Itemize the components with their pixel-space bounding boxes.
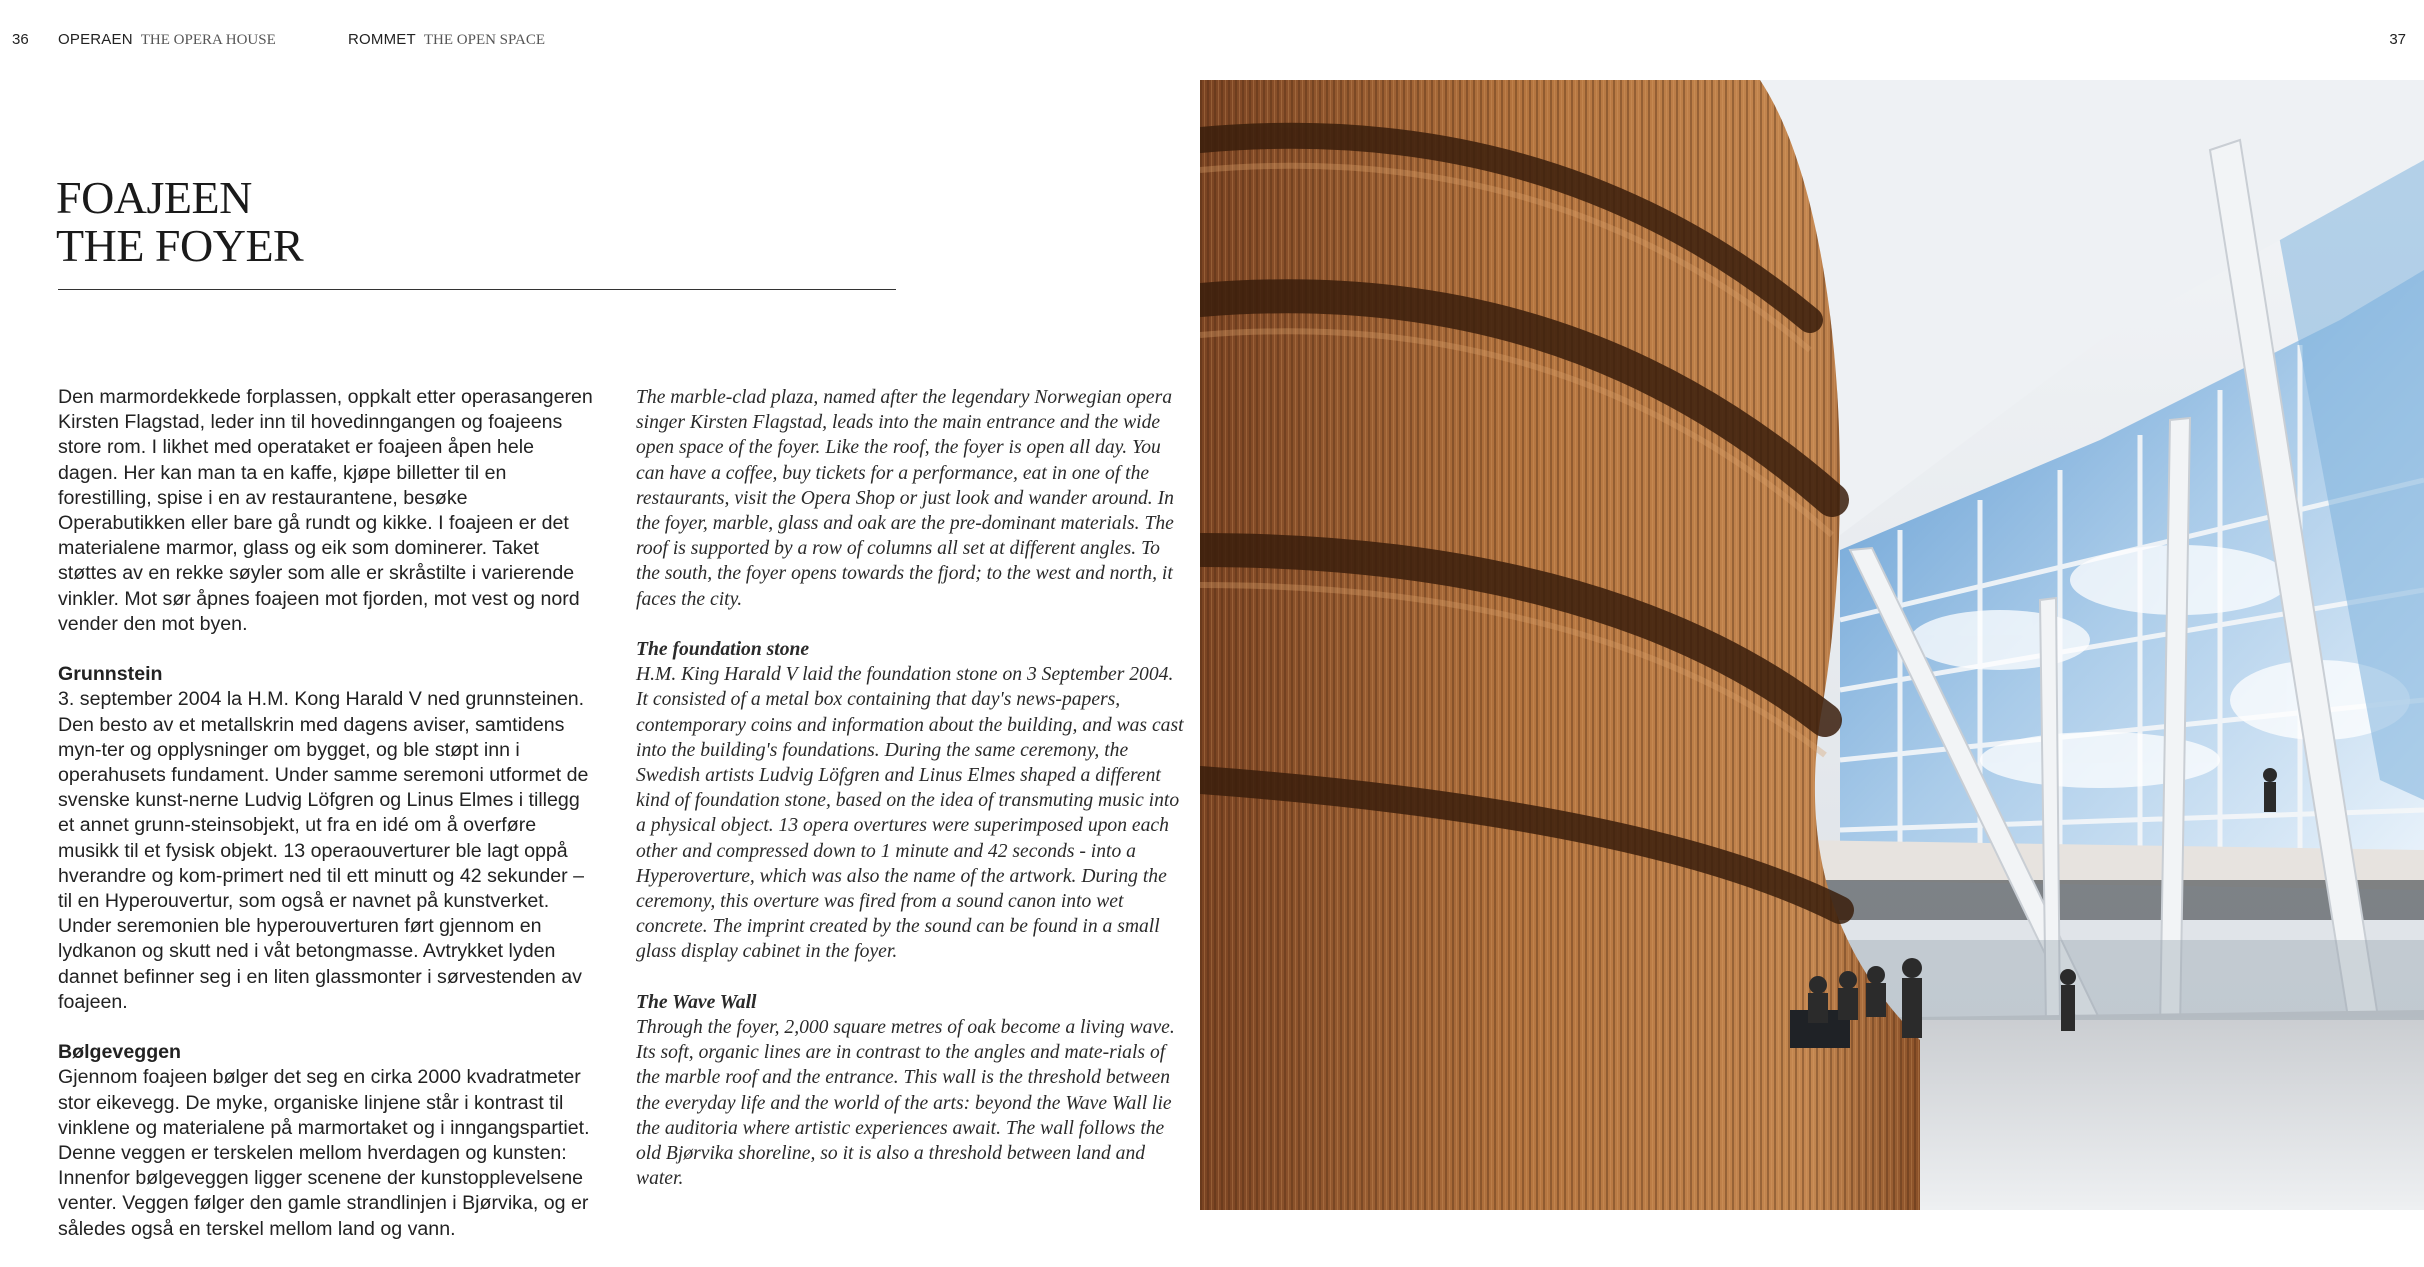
- english-heading-foundation: The foundation stone: [636, 639, 810, 661]
- running-head-chapter: [348, 31, 545, 49]
- english-intro-paragraph: The marble-clad plaza, named after the legendary Norwegian opera singer Kirsten Flagstad, leads into the main entrance and the wide open space of the foyer. Like the roof, the foyer is open all day. You can have a coffee, buy tickets for a performance, eat in one of the restaurants, visit the Opera Shop or just look and wander around. In the foyer, marble, glass and oak are the pre-dominant materials. The roof is supported by a row of columns all set at different angles. To the south, the foyer opens towards the fjord; to the west and north, it faces the city.: [636, 387, 1174, 610]
- title-norwegian: FOAJEEN: [56, 172, 252, 223]
- norwegian-wave-wall-paragraph: Gjennom foajeen bølger det seg en cirka 2000 kvadratmeter stor eikevegg. De myke, organiske linjene står i kontrast til vinklene og materialene på marmortaket og i inngangspartiet. Denne veggen er terskelen mellom hverdagen og kunsten: Innenfor bølgeveggen ligger scenene der kunstopplevelsene venter. Veggen følger den gamle strandlinjen i Bjørvika, og er således også en terskel mellom land og vann.: [58, 1066, 590, 1240]
- english-section-foundation: [636, 637, 1184, 965]
- norwegian-heading-wave-wall: Bølgeveggen: [58, 1041, 182, 1064]
- norwegian-intro-paragraph: Den marmordekkede forplassen, oppkalt etter operasangeren Kirsten Flagstad, leder inn til hovedinngangen og foajeens store rom. I likhet med operataket er foajeen åpen hele dagen. Her kan man ta en kaffe, kjøpe billetter til en forestilling, spise i en av restaurantene, besøke Operabutikken eller bare gå rundt og kikke. I foajeen er det materialene marmor, glass og eik som dominerer. Taket støttes av en rekke søyler som alle er skråstilte i varierende vinkler. Mot sør åpnes foajeen mot fjorden, mot vest og nord vender den mot byen.: [58, 386, 593, 635]
- norwegian-foundation-paragraph: 3. september 2004 la H.M. Kong Harald V ned grunnsteinen. Den besto av et metallskrin med dagens aviser, samtidens myn-ter og opplysninger om bygget, og ble støpt inn i operahusets fundament. Under samme seremoni utformet de svenske kunst-nerne Ludvig Löfgren og Linus Elmes i tillegg et annet grunn-steinsobjekt, ut fra en idé om å overføre musikk til et fysisk objekt. 13 operaouverturer ble lagt oppå hverandre og kom-primert ned til ett minutt og 42 sekunder – til en Hyperouvertur, som også er navnet på kunstverket. Under seremonien ble hyperouverturen ført gjennom en lydkanon og skutt ned i våt betongmasse. Avtrykket lyden dannet befinner seg i en liten glassmonter i sørvestenden av foajeen.: [58, 688, 589, 1013]
- title-english: THE FOYER: [56, 220, 304, 271]
- norwegian-heading-foundation: Grunnstein: [58, 663, 163, 686]
- running-head-section: [58, 31, 276, 49]
- norwegian-section-wave-wall: [58, 1040, 598, 1242]
- english-text-column: [636, 385, 1184, 1217]
- english-foundation-paragraph: H.M. King Harald V laid the foundation stone on 3 September 2004. It consisted of a metal box containing that day's news-papers, contemporary coins and information about the building, and was cast into the building's foundations. During the same ceremony, the Swedish artists Ludvig Löfgren and Linus Elmes shaped a different kind of foundation stone, based on the idea of transmuting music into a physical object. 13 opera overtures were superimposed upon each other and compressed down to 1 minute and 42 seconds - into a Hyperoverture, which was also the name of the artwork. During the ceremony, this overture was fired from a sound canon into wet concrete. The imprint created by the sound can be found in a small glass display cabinet in the foyer.: [636, 664, 1184, 963]
- section-label-no: OPERAEN: [58, 31, 133, 48]
- title-divider: [58, 289, 896, 290]
- left-page-number: 36: [12, 31, 29, 48]
- foyer-photo: [1200, 80, 2424, 1210]
- right-page-number: 37: [2389, 31, 2406, 48]
- norwegian-section-foundation: [58, 662, 598, 1015]
- chapter-label-no: ROMMET: [348, 31, 416, 48]
- page-title: [56, 174, 303, 270]
- english-section-wave-wall: [636, 990, 1184, 1192]
- chapter-label-en: THE OPEN SPACE: [423, 32, 545, 48]
- norwegian-text-column: [58, 385, 598, 1267]
- english-wave-wall-paragraph: Through the foyer, 2,000 square metres of oak become a living wave. Its soft, organic lines are in contrast to the angles and mate-rials of the marble roof and the entrance. This wall is the threshold between the everyday life and the world of the arts: beyond the Wave Wall lie the auditoria where artistic experiences await. The wall follows the old Bjørvika shoreline, so it is also a threshold between land and water.: [636, 1017, 1175, 1190]
- section-label-en: THE OPERA HOUSE: [140, 32, 276, 48]
- english-heading-wave-wall: The Wave Wall: [636, 991, 757, 1013]
